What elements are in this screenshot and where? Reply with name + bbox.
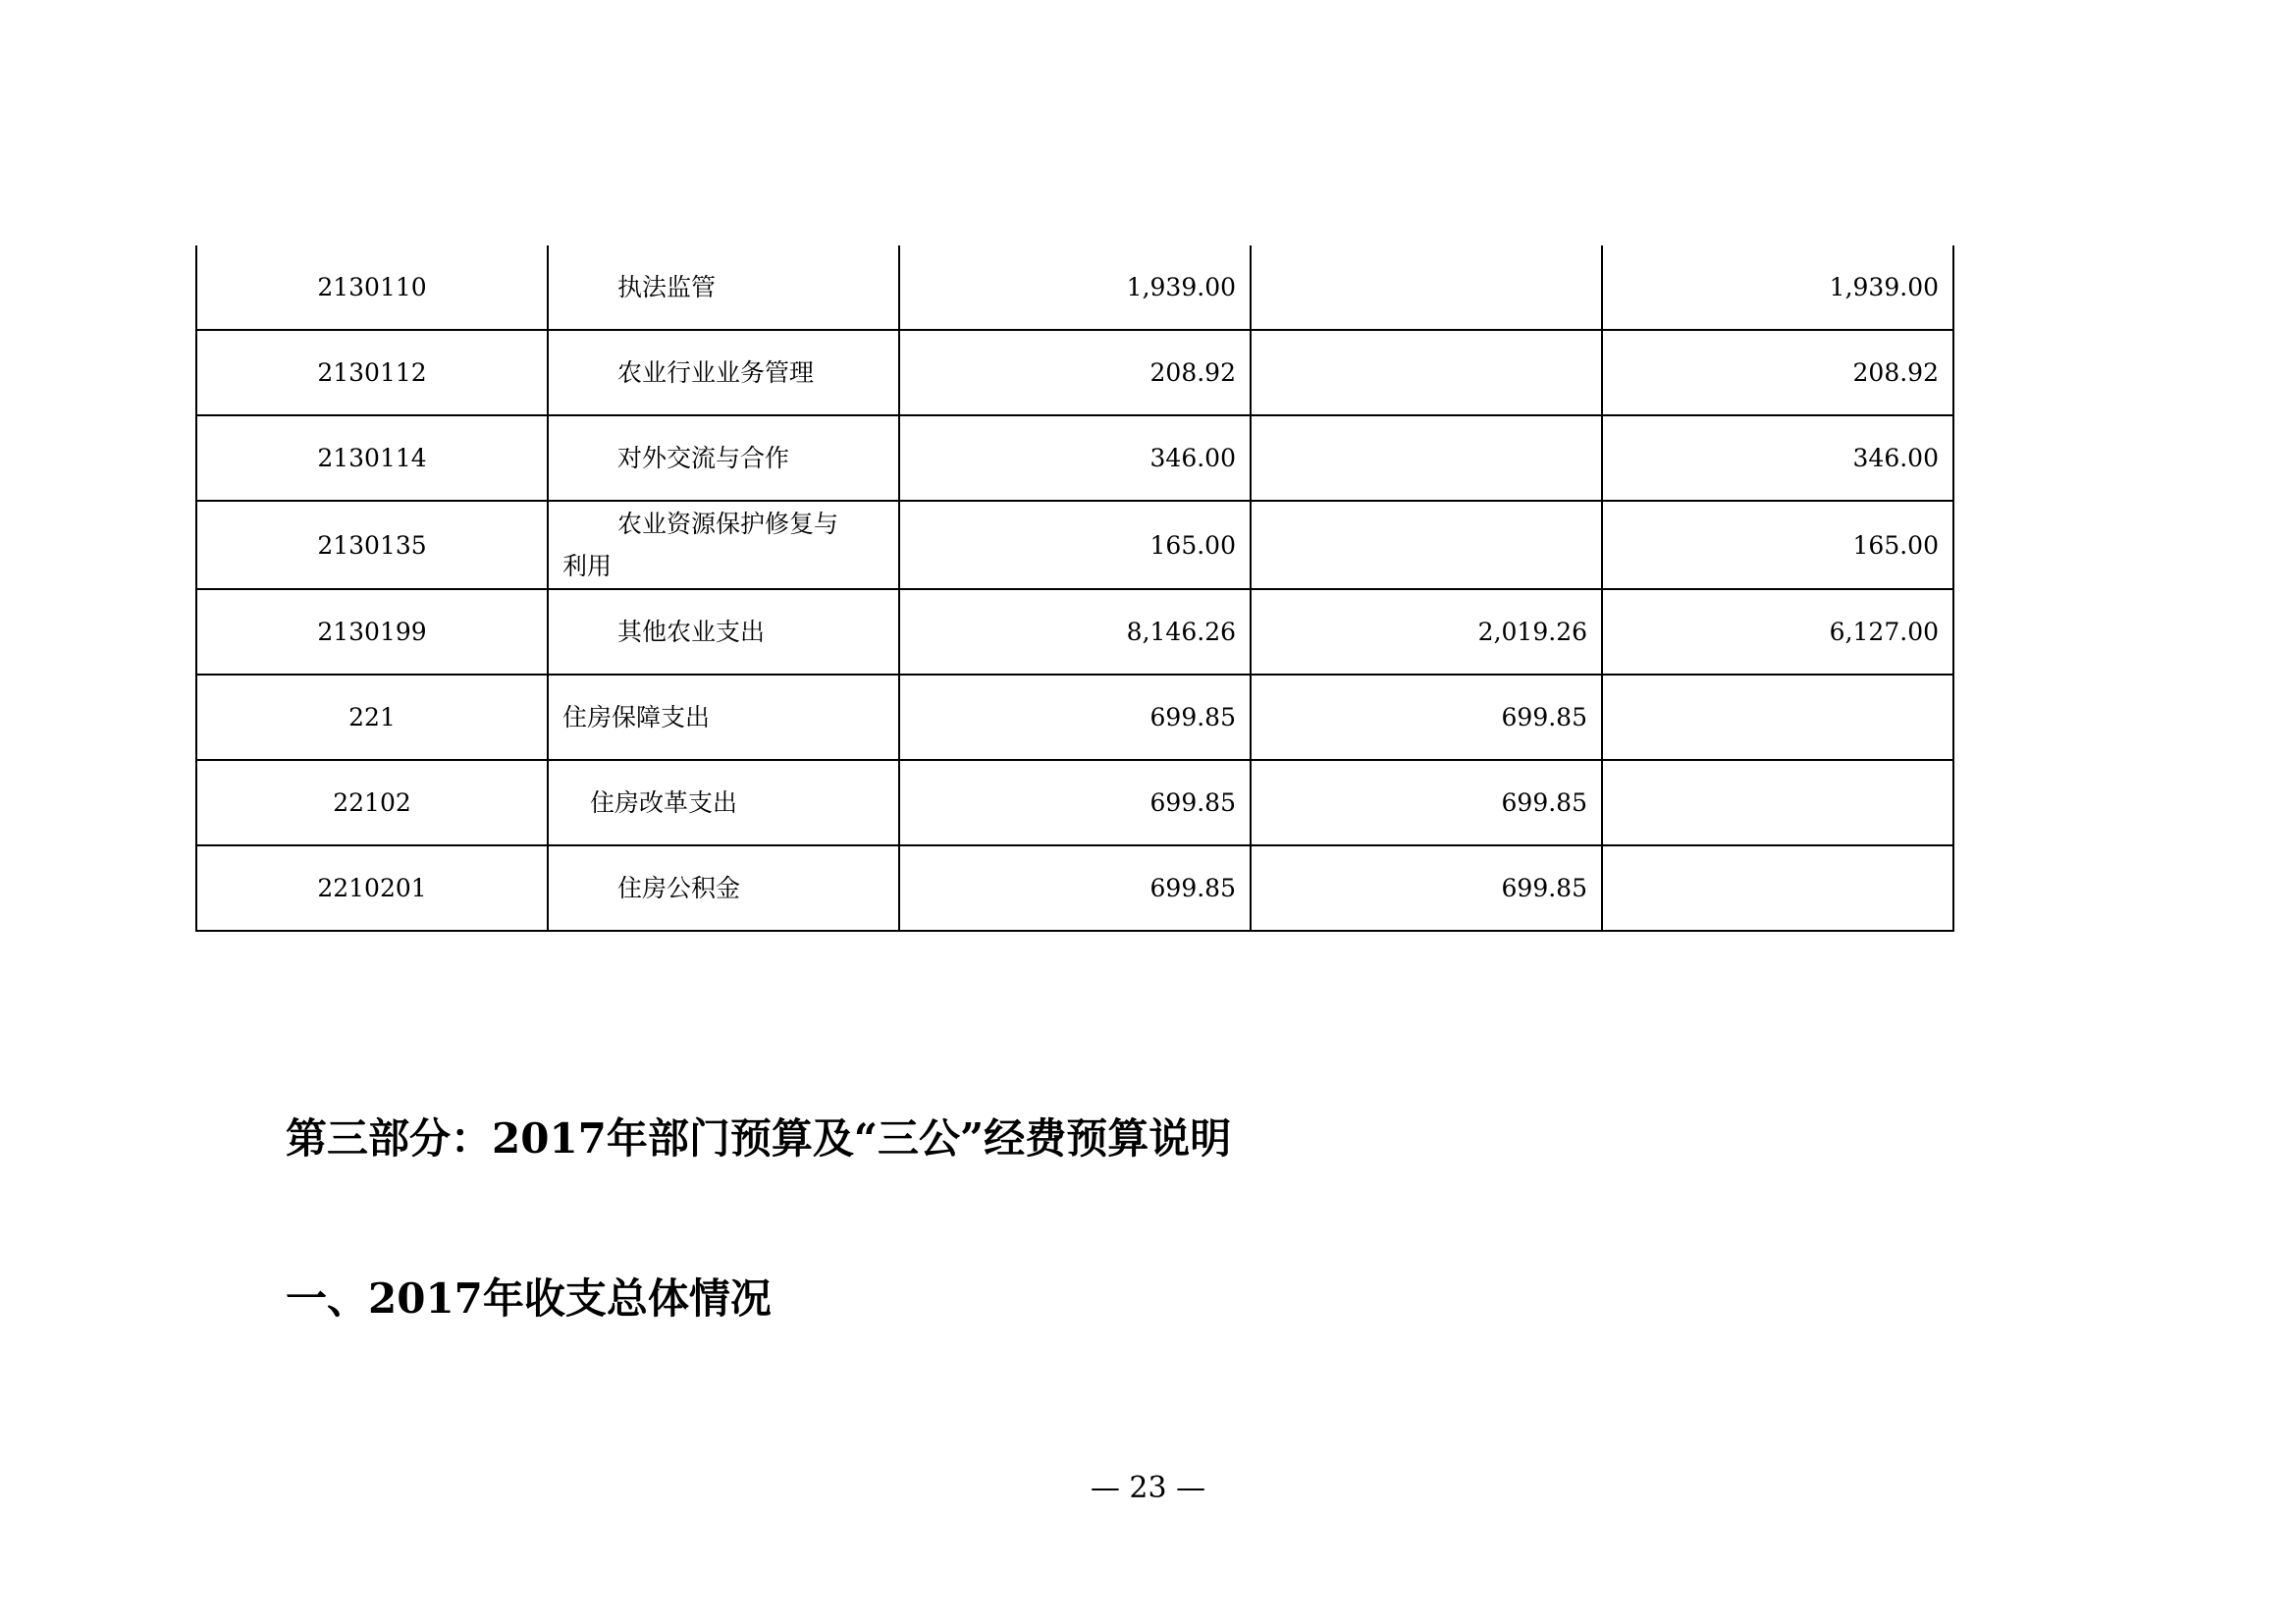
page-number: — 23 — (1090, 1471, 1206, 1505)
total-amount: 699.85 (899, 675, 1251, 760)
table-row (196, 501, 1953, 589)
account-name: 对外交流与合作 (548, 415, 899, 501)
total-amount: 699.85 (899, 845, 1251, 931)
account-name: 住房改革支出 (548, 760, 899, 845)
basic-expenditure (1251, 415, 1602, 501)
table-row (196, 675, 1953, 760)
basic-expenditure (1251, 245, 1602, 330)
account-name: 住房公积金 (548, 845, 899, 931)
basic-expenditure: 699.85 (1251, 760, 1602, 845)
total-amount: 1,939.00 (899, 245, 1251, 330)
part-heading: 第三部分：2017年部门预算及“三公”经费预算说明 (286, 1114, 1232, 1163)
total-amount: 8,146.26 (899, 589, 1251, 675)
table-row (196, 760, 1953, 845)
table-row (196, 845, 1953, 931)
account-code: 2130135 (196, 501, 548, 589)
table-row (196, 415, 1953, 501)
project-expenditure (1602, 760, 1953, 845)
project-expenditure: 1,939.00 (1602, 245, 1953, 330)
section-heading: 一、2017年收支总体情况 (286, 1274, 772, 1323)
basic-expenditure: 699.85 (1251, 675, 1602, 760)
project-expenditure (1602, 675, 1953, 760)
account-name: 其他农业支出 (548, 589, 899, 675)
basic-expenditure: 2,019.26 (1251, 589, 1602, 675)
project-expenditure: 165.00 (1602, 501, 1953, 589)
basic-expenditure (1251, 330, 1602, 415)
account-code: 221 (196, 675, 548, 760)
account-code: 2210201 (196, 845, 548, 931)
table-row (196, 330, 1953, 415)
total-amount: 699.85 (899, 760, 1251, 845)
account-name-line-2: 利用 (562, 552, 613, 580)
table-row (196, 589, 1953, 675)
total-amount: 208.92 (899, 330, 1251, 415)
account-code: 2130112 (196, 330, 548, 415)
account-name: 住房保障支出 (548, 675, 899, 760)
account-name-line-1: 农业资源保护修复与 (617, 510, 839, 538)
account-code: 2130114 (196, 415, 548, 501)
project-expenditure: 346.00 (1602, 415, 1953, 501)
project-expenditure (1602, 845, 1953, 931)
basic-expenditure (1251, 501, 1602, 589)
account-name (548, 501, 899, 589)
account-name: 农业行业业务管理 (548, 330, 899, 415)
project-expenditure: 6,127.00 (1602, 589, 1953, 675)
budget-table (195, 245, 1954, 932)
project-expenditure: 208.92 (1602, 330, 1953, 415)
table-row (196, 245, 1953, 330)
account-code: 2130199 (196, 589, 548, 675)
basic-expenditure: 699.85 (1251, 845, 1602, 931)
total-amount: 346.00 (899, 415, 1251, 501)
account-name: 执法监管 (548, 245, 899, 330)
total-amount: 165.00 (899, 501, 1251, 589)
account-code: 2130110 (196, 245, 548, 330)
account-code: 22102 (196, 760, 548, 845)
